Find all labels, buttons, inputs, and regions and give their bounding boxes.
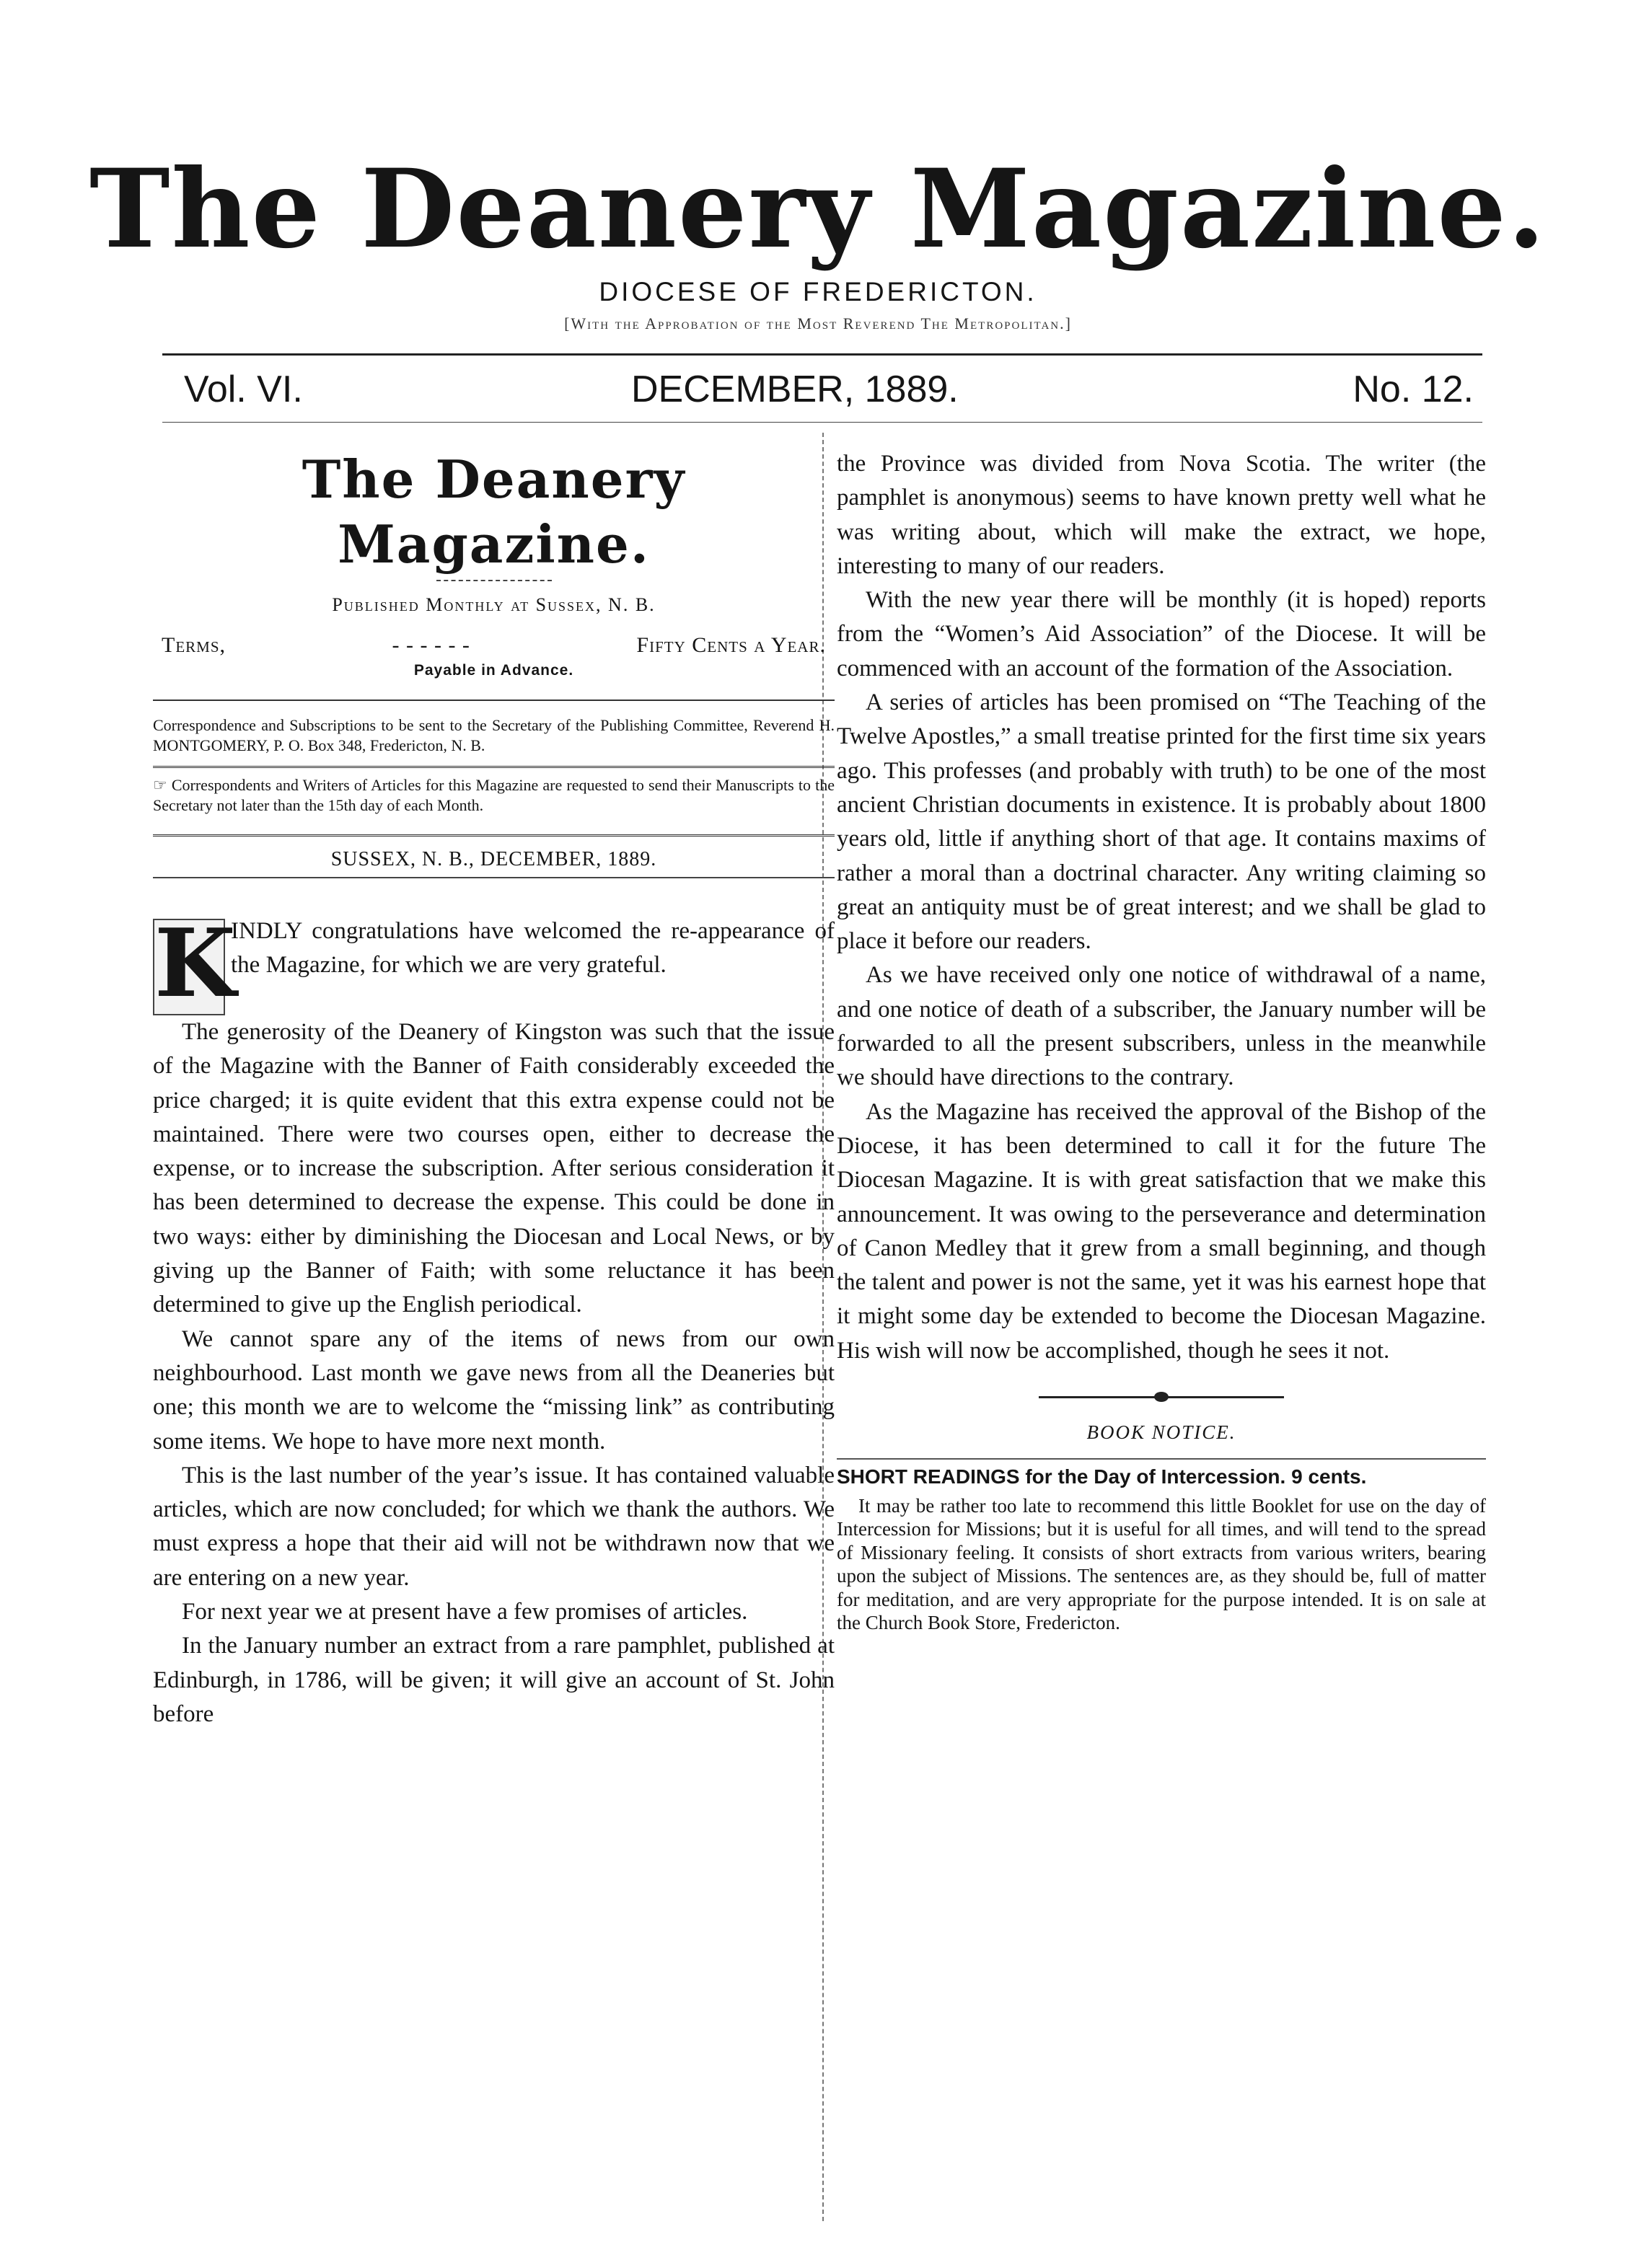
right-column bbox=[837, 447, 1486, 1634]
payable-line: Payable in Advance. bbox=[413, 662, 574, 679]
inner-title: The Deanery Magazine. bbox=[302, 449, 686, 575]
terms-dashes: - - - - - - bbox=[392, 633, 470, 657]
article-paragraph: The generosity of the Deanery of Kingston was such that the issue of the Magazine with the Banner of Faith considerably exceeded the price charged; it is quite evident that this extra expense could not be maintained. There were two courses open, either to decrease the expense, or to increase the subscription. After serious consideration it has been determined to decrease the expense. This could be done in two ways: either by diminishing the Diocesan and Local News, or by giving up the Banner of Faith; with some reluctance it has been determined to give up the English periodical. bbox=[153, 1019, 835, 1318]
issue-line bbox=[162, 368, 1482, 418]
article-paragraph: With the new year there will be monthly (it is hoped) reports from the “Women’s Aid Association” of the Diocese. It will be commenced with an account of the formation of the Association. bbox=[837, 587, 1486, 681]
ornament-center bbox=[1154, 1392, 1169, 1402]
dateline: SUSSEX, N. B., DECEMBER, 1889. bbox=[153, 834, 835, 878]
book-notice-title: SHORT READINGS for the Day of Intercession. 9 cents. bbox=[837, 1458, 1486, 1488]
article-paragraph: As the Magazine has received the approval of the Bishop of the Diocese, it has been determined to call it for the future The Diocesan Magazine. It is with great satisfaction that we make this announcement. It was owing to the perseverance and determination of Canon Medley that it grew from a small beginning, and though the talent and power is not the same, yet it was his earnest hope that it might some day be extended to become the Diocesan Magazine. His wish will now be accomplished, though he sees it not. bbox=[837, 1098, 1486, 1364]
article-paragraph: As we have received only one notice of withdrawal of a name, and one notice of death of a subscriber, the January number will be forwarded to all the present subscribers, unless in the meanwhile we should have directions to the contrary. bbox=[837, 962, 1486, 1091]
article-paragraph: We cannot spare any of the items of news from our own neighbourhood. Last month we gave news from all the Deaneries but one; this month we are to welcome the “missing link” as contributing some items. We hope to have more next month. bbox=[153, 1325, 835, 1455]
section-ornament bbox=[1039, 1390, 1284, 1404]
terms-label: Terms, bbox=[162, 633, 227, 657]
article-paragraph: INDLY congratulations have welcomed the re-appearance of the Magazine, for which we are very grateful. bbox=[231, 918, 835, 979]
published-line: Published Monthly at Sussex, N. B. bbox=[332, 594, 656, 615]
left-column bbox=[153, 447, 835, 1731]
terms-value: Fifty Cents a Year. bbox=[636, 633, 826, 657]
book-notice-heading: BOOK NOTICE. bbox=[1086, 1421, 1236, 1444]
top-rule bbox=[162, 353, 1482, 356]
issue-date: DECEMBER, 1889. bbox=[631, 369, 959, 410]
correspondence-text: Correspondence and Subscriptions to be sent to the Secretary of the Publishing Committee, Reverend H. MONTGOMERY, P. O. Box 348, Fredericton, N. B. bbox=[153, 716, 835, 754]
terms-line bbox=[153, 633, 835, 658]
correspondence-notice bbox=[153, 700, 835, 756]
article-paragraph: In the January number an extract from a rare pamphlet, published at Edinburgh, in 1786, will be given; it will give an account of St. John before bbox=[153, 1633, 835, 1727]
volume-number: Vol. VI. bbox=[184, 369, 303, 410]
masthead bbox=[0, 144, 1636, 333]
approbation-line: [With the Approbation of the Most Reverend The Metropolitan.] bbox=[564, 314, 1072, 332]
masthead-title: The Deanery Magazine. bbox=[89, 146, 1547, 273]
diocese-line: DIOCESE OF FREDERICTON. bbox=[599, 277, 1037, 306]
article-paragraph: This is the last number of the year’s issue. It has contained valuable articles, which are now concluded; for which we thank the authors. We must express a hope that their aid will not be withdrawn now that we are entering on a new year. bbox=[153, 1462, 835, 1591]
issue-number: No. 12. bbox=[1353, 369, 1474, 410]
article-paragraph: A series of articles has been promised on “The Teaching of the Twelve Apostles,” a small treatise printed for the first time six years ago. This professes (and probably with truth) to be one of the most ancient Christian documents in existence. It is probably about 1800 years old, little if anything short of that age. It contains maxims of rather a moral than a doctrinal character. Any writing claiming so great an antiquity must be of great interest; and we shall be glad to place it before our readers. bbox=[837, 689, 1486, 955]
dropcap-letter: K bbox=[154, 908, 236, 1018]
title-rule bbox=[436, 580, 552, 581]
writers-notice-text: ☞ Correspondents and Writers of Articles for this Magazine are requested to send their Manuscripts to the Secretary not later than the 15th day of each Month. bbox=[153, 776, 835, 814]
article-paragraph: For next year we at present have a few promises of articles. bbox=[182, 1599, 748, 1625]
article-first-paragraph bbox=[153, 908, 835, 1018]
book-notice-body: It may be rather too late to recommend this little Booklet for use on the day of Intercession for Missions; but it is useful for all times, and will tend to the spread of Missionary feeling. It consists of short extracts from various writers, bearing upon the subject of Missions. The sentences are, as they should be, full of matter for meditation, and are very appropriate for the purpose intended. It is on sale at the Church Book Store, Fredericton. bbox=[837, 1495, 1486, 1634]
article-paragraph: the Province was divided from Nova Scotia. The writer (the pamphlet is anonymous) seems to have known pretty well what he was writing about, which will make the extract, we hope, interesting to many of our readers. bbox=[837, 451, 1486, 579]
issue-rule bbox=[162, 422, 1482, 423]
writers-notice bbox=[153, 766, 835, 816]
